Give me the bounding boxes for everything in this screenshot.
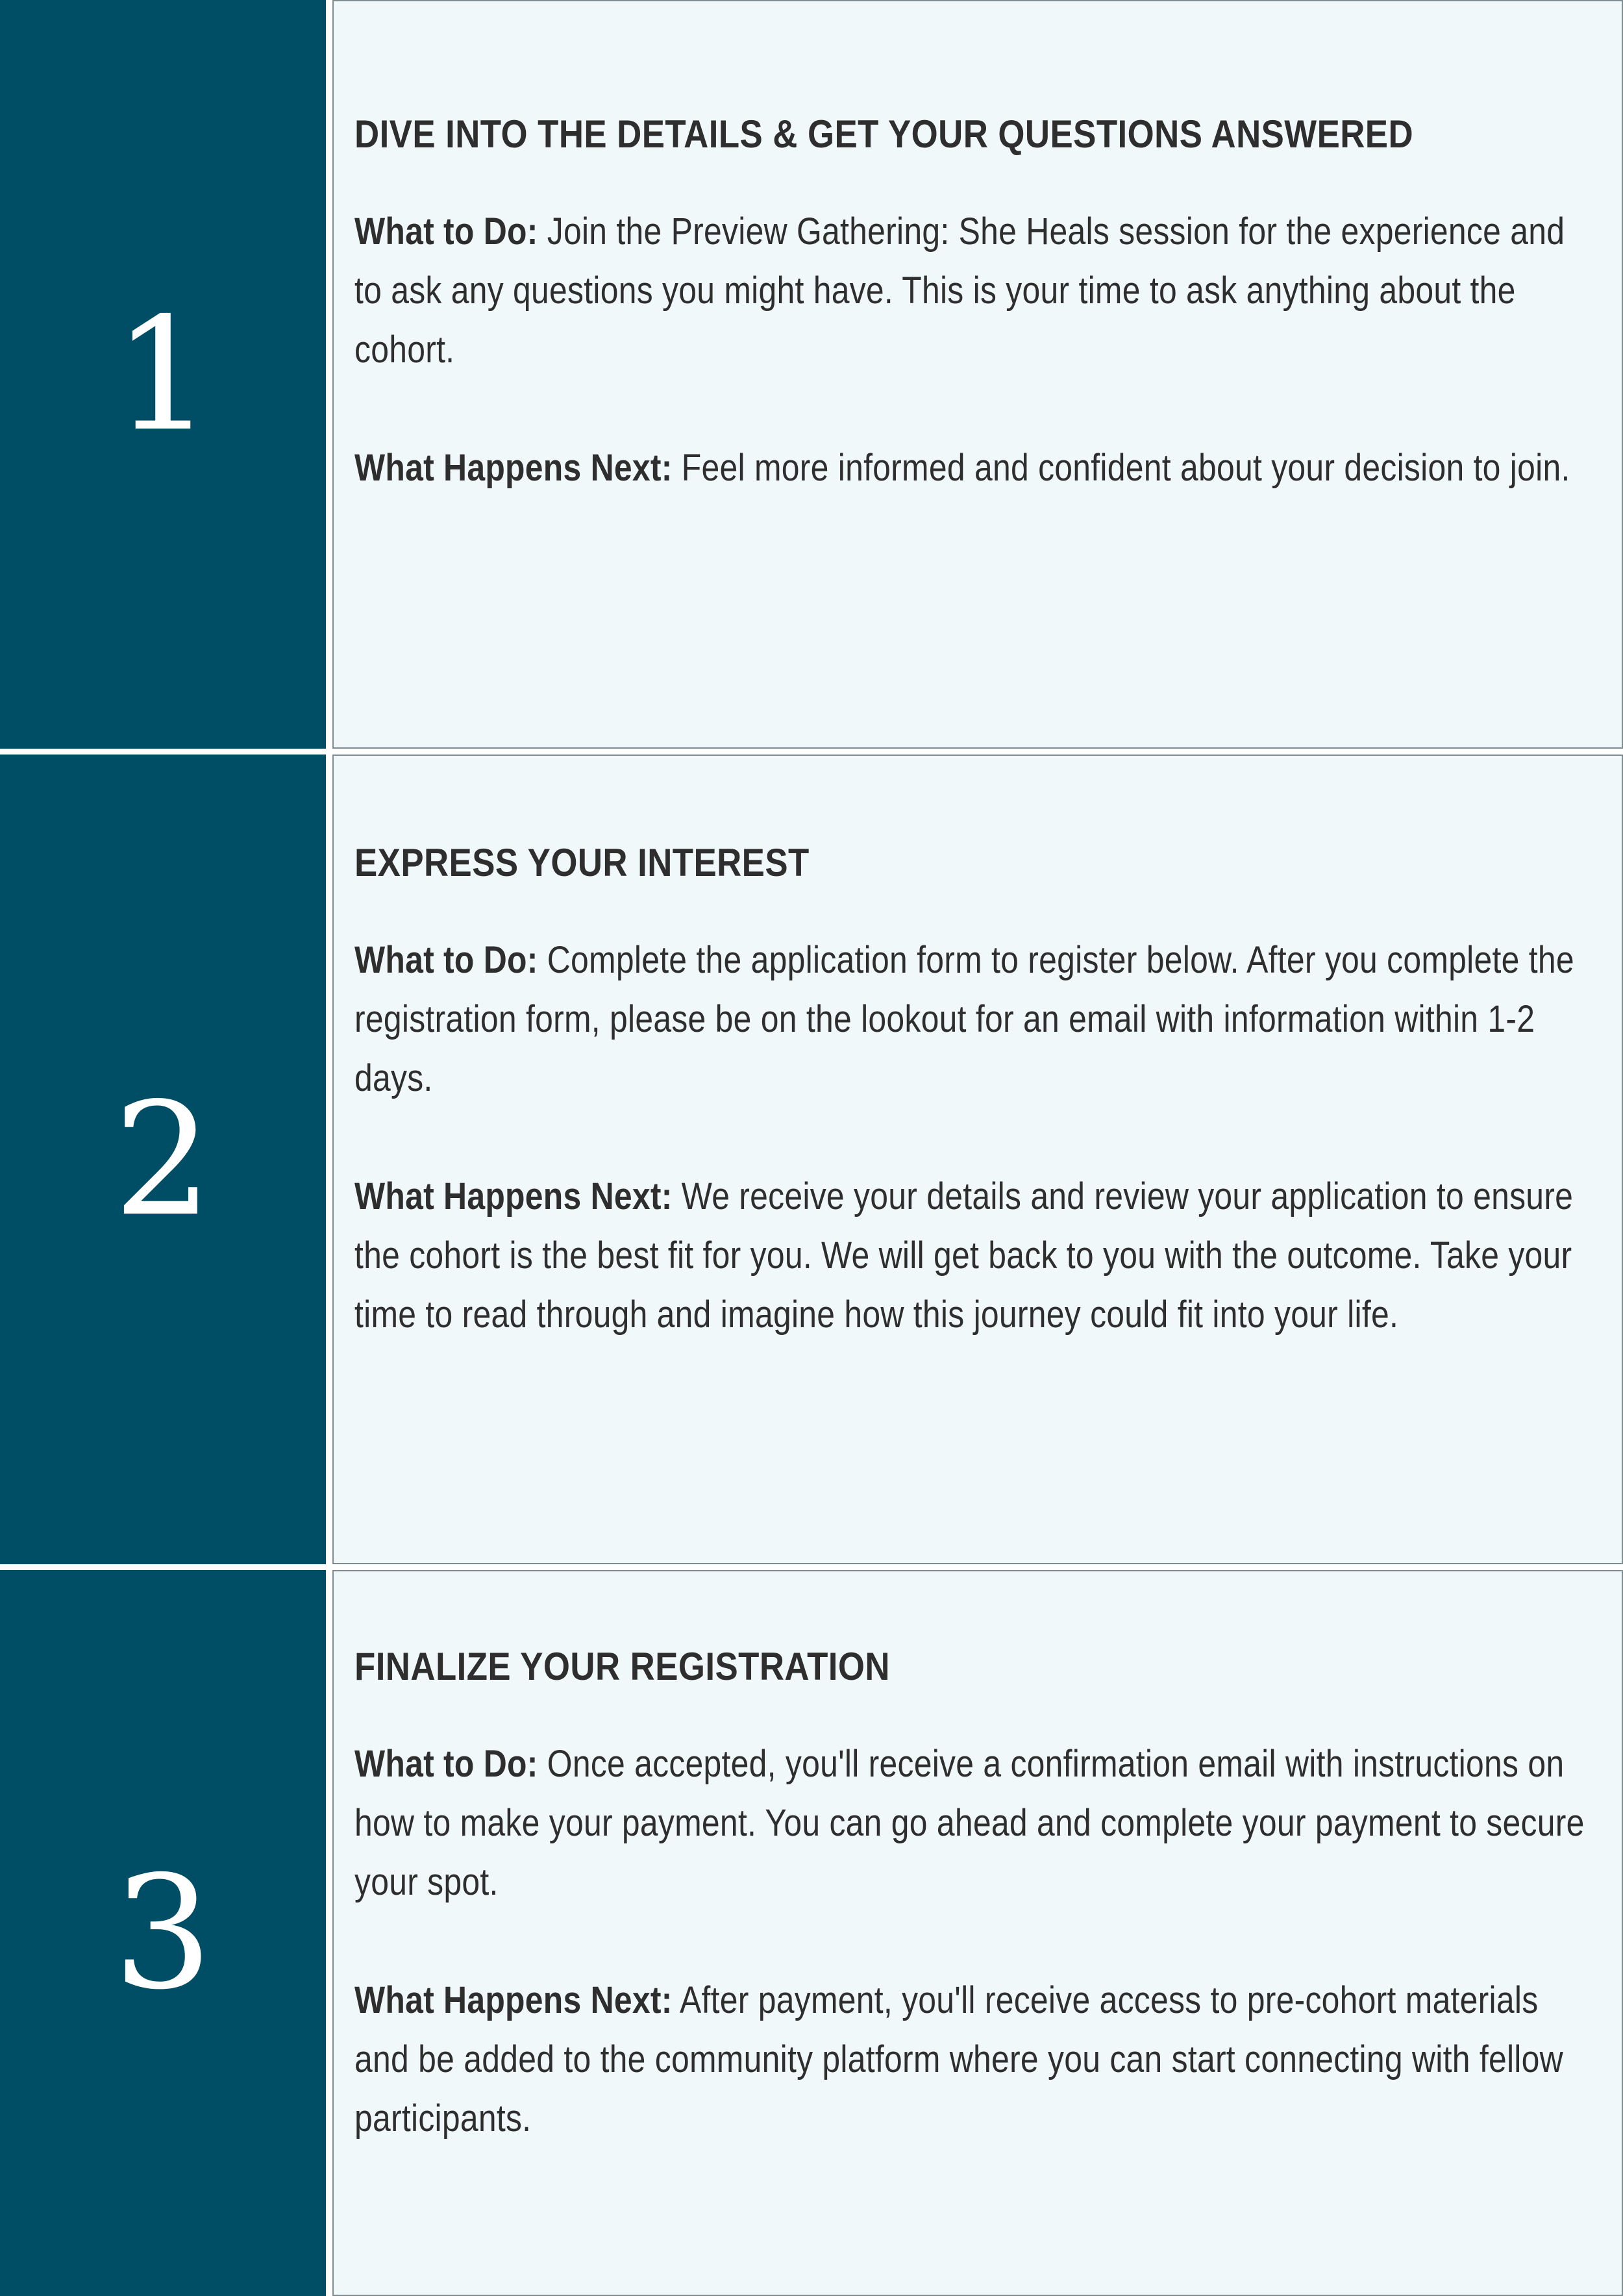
step-number: 2 (113, 1068, 213, 1251)
what-happens-next-text: We receive your details and review your application to ensure the cohort is the best fit for you. We will get back to you with the outcome. Take your time to read through and imagine how this journey could fit into your life. (354, 1175, 1574, 1336)
what-to-do-label: What to Do: (354, 1743, 538, 1785)
step-title: DIVE INTO THE DETAILS & GET YOUR QUESTIONS ANSWERED (354, 112, 1414, 156)
what-to-do-text: Once accepted, you'll receive a confirmation email with instructions on how to make your payment. You can go ahead and complete your payment to secure your spot. (354, 1743, 1585, 1903)
step-number-panel (0, 0, 326, 749)
step-number-panel (0, 755, 326, 1564)
what-happens-next-paragraph (354, 1971, 1592, 2148)
what-to-do-text: Complete the application form to register below. After you complete the registration form, please be on the lookout for an email with information within 1-2 days. (354, 939, 1574, 1099)
what-happens-next-label: What Happens Next: (354, 1979, 673, 2021)
what-happens-next-paragraph (354, 1167, 1592, 1344)
step-content (332, 0, 1623, 749)
step-title: FINALIZE YOUR REGISTRATION (354, 1645, 890, 1688)
step-3 (0, 1570, 1623, 2296)
what-to-do-label: What to Do: (354, 210, 538, 253)
step-content (332, 1570, 1623, 2296)
step-title: EXPRESS YOUR INTEREST (354, 841, 810, 884)
step-number: 1 (113, 283, 213, 466)
step-2 (0, 755, 1623, 1564)
step-content (332, 755, 1623, 1564)
what-happens-next-label: What Happens Next: (354, 447, 673, 489)
what-happens-next-text: Feel more informed and confident about your decision to join. (681, 447, 1570, 489)
what-to-do-paragraph (354, 930, 1592, 1108)
what-to-do-label: What to Do: (354, 939, 538, 981)
what-to-do-paragraph (354, 202, 1592, 379)
what-to-do-text: Join the Preview Gathering: She Heals session for the experience and to ask any questions you might have. This is your time to ask anything about the cohort. (354, 210, 1565, 371)
step-number: 3 (113, 1842, 213, 2024)
what-happens-next-label: What Happens Next: (354, 1175, 673, 1217)
step-number-panel (0, 1570, 326, 2296)
what-happens-next-text: After payment, you'll receive access to pre-cohort materials and be added to the community platform where you can start connecting with fellow participants. (354, 1979, 1563, 2140)
what-to-do-paragraph (354, 1734, 1592, 1912)
what-happens-next-paragraph (354, 438, 1592, 497)
step-1 (0, 0, 1623, 749)
